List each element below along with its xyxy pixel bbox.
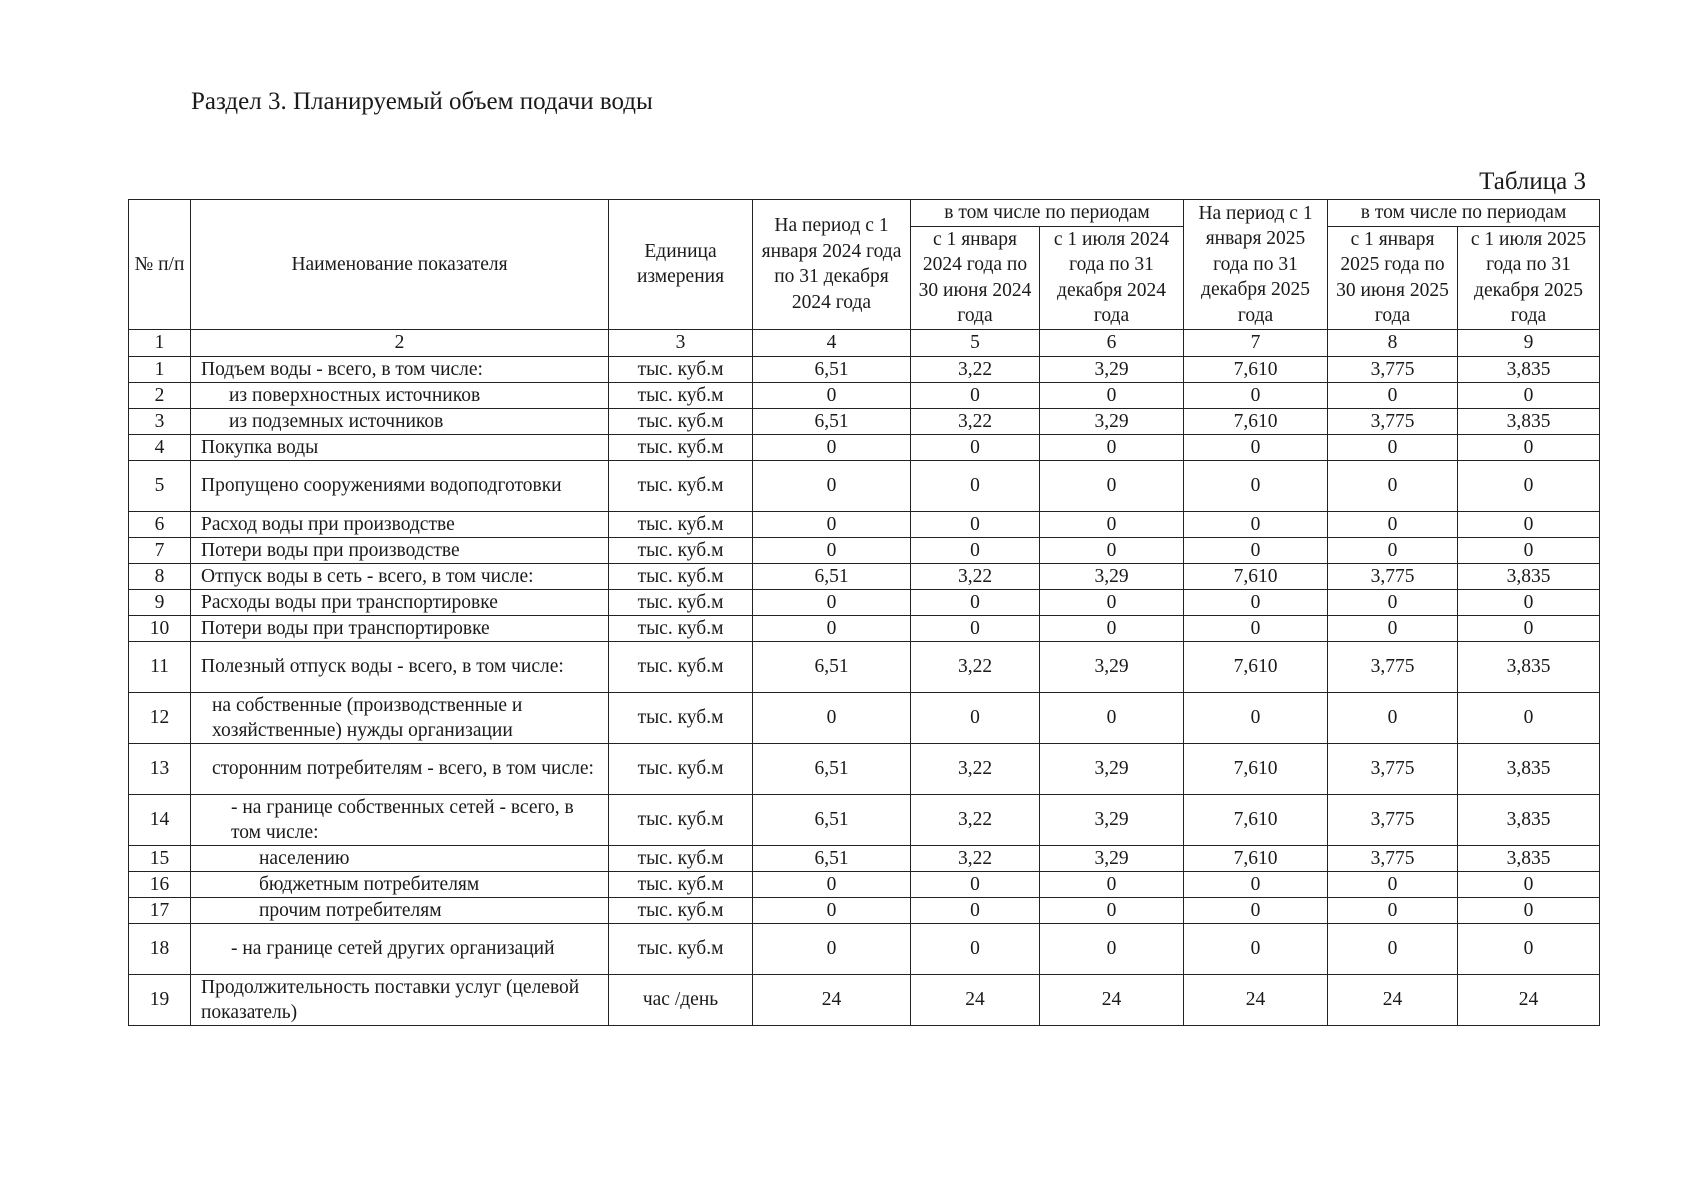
value-cell: 7,610 <box>1184 845 1328 871</box>
table-row <box>129 794 1600 845</box>
value-cell: 3,835 <box>1458 563 1600 589</box>
value-cell: 6,51 <box>753 408 911 434</box>
value-cell: 3,29 <box>1040 845 1184 871</box>
column-number: 9 <box>1458 329 1600 356</box>
value-cell: 0 <box>1040 511 1184 537</box>
row-number: 19 <box>129 974 191 1025</box>
value-cell: 0 <box>753 460 911 511</box>
table-row <box>129 563 1600 589</box>
table-label: Таблица 3 <box>1479 168 1586 195</box>
value-cell: 0 <box>1040 615 1184 641</box>
value-cell: 3,835 <box>1458 641 1600 692</box>
value-cell: 0 <box>911 871 1040 897</box>
value-cell: 3,22 <box>911 563 1040 589</box>
water-supply-table <box>128 199 1600 1026</box>
value-cell: 0 <box>911 615 1040 641</box>
value-cell: 0 <box>1184 871 1328 897</box>
row-number: 11 <box>129 641 191 692</box>
value-cell: 0 <box>1458 460 1600 511</box>
value-cell: 24 <box>1458 974 1600 1025</box>
table-body <box>129 329 1600 1025</box>
value-cell: 0 <box>1184 923 1328 974</box>
value-cell: 0 <box>1184 434 1328 460</box>
row-number: 10 <box>129 615 191 641</box>
value-cell: 3,29 <box>1040 743 1184 794</box>
unit-cell: тыс. куб.м <box>609 460 753 511</box>
column-number: 2 <box>191 329 609 356</box>
indicator-name: Потери воды при производстве <box>191 537 609 563</box>
value-cell: 0 <box>753 923 911 974</box>
column-number: 4 <box>753 329 911 356</box>
unit-cell: тыс. куб.м <box>609 408 753 434</box>
value-cell: 3,835 <box>1458 845 1600 871</box>
indicator-name: Расход воды при производстве <box>191 511 609 537</box>
value-cell: 3,29 <box>1040 356 1184 382</box>
value-cell: 0 <box>1458 871 1600 897</box>
table-row <box>129 434 1600 460</box>
value-cell: 0 <box>1040 897 1184 923</box>
row-number: 16 <box>129 871 191 897</box>
value-cell: 6,51 <box>753 563 911 589</box>
unit-cell: тыс. куб.м <box>609 794 753 845</box>
indicator-name: сторонним потребителям - всего, в том числе: <box>191 743 609 794</box>
indicator-name: Расходы воды при транспортировке <box>191 589 609 615</box>
table-row <box>129 356 1600 382</box>
unit-cell: тыс. куб.м <box>609 923 753 974</box>
table-row <box>129 923 1600 974</box>
value-cell: 0 <box>1328 382 1458 408</box>
unit-cell: тыс. куб.м <box>609 537 753 563</box>
value-cell: 3,22 <box>911 356 1040 382</box>
value-cell: 0 <box>753 589 911 615</box>
value-cell: 6,51 <box>753 845 911 871</box>
value-cell: 24 <box>1184 974 1328 1025</box>
value-cell: 0 <box>1458 897 1600 923</box>
row-number: 3 <box>129 408 191 434</box>
value-cell: 0 <box>911 511 1040 537</box>
value-cell: 0 <box>1184 897 1328 923</box>
column-number: 3 <box>609 329 753 356</box>
unit-cell: тыс. куб.м <box>609 382 753 408</box>
column-number: 6 <box>1040 329 1184 356</box>
value-cell: 0 <box>1184 537 1328 563</box>
row-number: 15 <box>129 845 191 871</box>
value-cell: 0 <box>1184 692 1328 743</box>
unit-cell: тыс. куб.м <box>609 692 753 743</box>
value-cell: 3,775 <box>1328 641 1458 692</box>
header-h1-2024: с 1 января 2024 года по 30 июня 2024 года <box>911 226 1040 329</box>
header-incl-periods-2024: в том числе по периодам <box>911 200 1184 227</box>
value-cell: 0 <box>1458 615 1600 641</box>
value-cell: 0 <box>1184 511 1328 537</box>
unit-cell: тыс. куб.м <box>609 615 753 641</box>
value-cell: 3,835 <box>1458 408 1600 434</box>
row-number: 2 <box>129 382 191 408</box>
indicator-name: Пропущено сооружениями водоподготовки <box>191 460 609 511</box>
header-h2-2024: с 1 июля 2024 года по 31 декабря 2024 года <box>1040 226 1184 329</box>
indicator-name: из поверхностных источников <box>191 382 609 408</box>
value-cell: 0 <box>1458 511 1600 537</box>
value-cell: 0 <box>1040 923 1184 974</box>
value-cell: 0 <box>911 434 1040 460</box>
value-cell: 0 <box>1328 511 1458 537</box>
value-cell: 3,22 <box>911 743 1040 794</box>
indicator-name: - на границе собственных сетей - всего, в том числе: <box>191 794 609 845</box>
value-cell: 3,835 <box>1458 794 1600 845</box>
value-cell: 0 <box>753 511 911 537</box>
value-cell: 24 <box>911 974 1040 1025</box>
value-cell: 0 <box>1328 615 1458 641</box>
unit-cell: тыс. куб.м <box>609 511 753 537</box>
unit-cell: тыс. куб.м <box>609 589 753 615</box>
value-cell: 3,775 <box>1328 563 1458 589</box>
unit-cell: тыс. куб.м <box>609 434 753 460</box>
value-cell: 24 <box>1040 974 1184 1025</box>
column-number: 7 <box>1184 329 1328 356</box>
unit-cell: тыс. куб.м <box>609 641 753 692</box>
table-row <box>129 460 1600 511</box>
value-cell: 0 <box>753 382 911 408</box>
indicator-name: бюджетным потребителям <box>191 871 609 897</box>
value-cell: 3,835 <box>1458 356 1600 382</box>
header-unit: Единица измерения <box>609 200 753 330</box>
column-number: 5 <box>911 329 1040 356</box>
unit-cell: тыс. куб.м <box>609 563 753 589</box>
value-cell: 0 <box>1040 460 1184 511</box>
value-cell: 0 <box>1040 434 1184 460</box>
table-row <box>129 974 1600 1025</box>
indicator-name: на собственные (производственные и хозяйственные) нужды организации <box>191 692 609 743</box>
header-h1-2025: с 1 января 2025 года по 30 июня 2025 года <box>1328 226 1458 329</box>
value-cell: 0 <box>753 434 911 460</box>
value-cell: 7,610 <box>1184 743 1328 794</box>
column-number: 8 <box>1328 329 1458 356</box>
value-cell: 0 <box>911 460 1040 511</box>
table-row <box>129 692 1600 743</box>
header-incl-periods-2025: в том числе по периодам <box>1328 200 1600 227</box>
row-number: 4 <box>129 434 191 460</box>
header-period-2025: На период с 1 января 2025 года по 31 декабря 2025 года <box>1184 200 1328 330</box>
indicator-name: из подземных источников <box>191 408 609 434</box>
row-number: 14 <box>129 794 191 845</box>
indicator-name: прочим потребителям <box>191 897 609 923</box>
value-cell: 3,22 <box>911 845 1040 871</box>
value-cell: 0 <box>1328 692 1458 743</box>
value-cell: 0 <box>1458 434 1600 460</box>
value-cell: 0 <box>1040 871 1184 897</box>
header-num: № п/п <box>129 200 191 330</box>
row-number: 17 <box>129 897 191 923</box>
value-cell: 7,610 <box>1184 408 1328 434</box>
value-cell: 0 <box>1040 382 1184 408</box>
unit-cell: тыс. куб.м <box>609 743 753 794</box>
table-row <box>129 845 1600 871</box>
value-cell: 0 <box>1458 382 1600 408</box>
value-cell: 3,29 <box>1040 641 1184 692</box>
value-cell: 0 <box>911 692 1040 743</box>
value-cell: 0 <box>1040 589 1184 615</box>
row-number: 8 <box>129 563 191 589</box>
table-row <box>129 897 1600 923</box>
value-cell: 0 <box>1458 692 1600 743</box>
value-cell: 0 <box>911 923 1040 974</box>
table-row <box>129 537 1600 563</box>
value-cell: 0 <box>1328 897 1458 923</box>
unit-cell: тыс. куб.м <box>609 871 753 897</box>
section-title: Раздел 3. Планируемый объем подачи воды <box>191 88 653 115</box>
indicator-name: - на границе сетей других организаций <box>191 923 609 974</box>
row-number: 6 <box>129 511 191 537</box>
table-row <box>129 408 1600 434</box>
value-cell: 0 <box>1328 460 1458 511</box>
value-cell: 3,775 <box>1328 408 1458 434</box>
value-cell: 3,775 <box>1328 794 1458 845</box>
value-cell: 0 <box>753 537 911 563</box>
value-cell: 6,51 <box>753 641 911 692</box>
column-number: 1 <box>129 329 191 356</box>
value-cell: 3,775 <box>1328 845 1458 871</box>
value-cell: 0 <box>1040 537 1184 563</box>
value-cell: 3,22 <box>911 641 1040 692</box>
table-row <box>129 743 1600 794</box>
value-cell: 0 <box>1458 537 1600 563</box>
table-row <box>129 871 1600 897</box>
value-cell: 3,22 <box>911 794 1040 845</box>
value-cell: 3,22 <box>911 408 1040 434</box>
value-cell: 0 <box>753 615 911 641</box>
unit-cell: час /день <box>609 974 753 1025</box>
row-number: 7 <box>129 537 191 563</box>
value-cell: 0 <box>911 589 1040 615</box>
value-cell: 3,835 <box>1458 743 1600 794</box>
indicator-name: Потери воды при транспортировке <box>191 615 609 641</box>
value-cell: 0 <box>1184 382 1328 408</box>
value-cell: 0 <box>1184 615 1328 641</box>
value-cell: 0 <box>1040 692 1184 743</box>
column-number-row <box>129 329 1600 356</box>
value-cell: 7,610 <box>1184 641 1328 692</box>
value-cell: 0 <box>1184 460 1328 511</box>
value-cell: 0 <box>753 897 911 923</box>
value-cell: 7,610 <box>1184 794 1328 845</box>
value-cell: 0 <box>1184 589 1328 615</box>
value-cell: 0 <box>1458 589 1600 615</box>
value-cell: 7,610 <box>1184 356 1328 382</box>
value-cell: 0 <box>911 897 1040 923</box>
value-cell: 0 <box>1328 871 1458 897</box>
value-cell: 7,610 <box>1184 563 1328 589</box>
value-cell: 3,29 <box>1040 563 1184 589</box>
value-cell: 3,29 <box>1040 408 1184 434</box>
row-number: 13 <box>129 743 191 794</box>
header-name: Наименование показателя <box>191 200 609 330</box>
value-cell: 0 <box>1328 537 1458 563</box>
value-cell: 0 <box>753 692 911 743</box>
table-row <box>129 511 1600 537</box>
table-row <box>129 615 1600 641</box>
row-number: 12 <box>129 692 191 743</box>
indicator-name: Подъем воды - всего, в том числе: <box>191 356 609 382</box>
table-row <box>129 589 1600 615</box>
value-cell: 0 <box>1328 434 1458 460</box>
value-cell: 0 <box>1328 589 1458 615</box>
indicator-name: населению <box>191 845 609 871</box>
indicator-name: Покупка воды <box>191 434 609 460</box>
value-cell: 0 <box>1328 923 1458 974</box>
row-number: 5 <box>129 460 191 511</box>
value-cell: 6,51 <box>753 794 911 845</box>
indicator-name: Отпуск воды в сеть - всего, в том числе: <box>191 563 609 589</box>
value-cell: 24 <box>1328 974 1458 1025</box>
row-number: 9 <box>129 589 191 615</box>
value-cell: 6,51 <box>753 356 911 382</box>
table-row <box>129 641 1600 692</box>
value-cell: 0 <box>911 537 1040 563</box>
unit-cell: тыс. куб.м <box>609 356 753 382</box>
value-cell: 3,29 <box>1040 794 1184 845</box>
header-h2-2025: с 1 июля 2025 года по 31 декабря 2025 года <box>1458 226 1600 329</box>
indicator-name: Полезный отпуск воды - всего, в том числе: <box>191 641 609 692</box>
value-cell: 0 <box>753 871 911 897</box>
indicator-name: Продолжительность поставки услуг (целевой показатель) <box>191 974 609 1025</box>
header-period-2024: На период с 1 января 2024 года по 31 декабря 2024 года <box>753 200 911 330</box>
table-row <box>129 382 1600 408</box>
value-cell: 3,775 <box>1328 356 1458 382</box>
value-cell: 0 <box>911 382 1040 408</box>
unit-cell: тыс. куб.м <box>609 845 753 871</box>
value-cell: 24 <box>753 974 911 1025</box>
value-cell: 0 <box>1458 923 1600 974</box>
value-cell: 3,775 <box>1328 743 1458 794</box>
unit-cell: тыс. куб.м <box>609 897 753 923</box>
row-number: 1 <box>129 356 191 382</box>
value-cell: 6,51 <box>753 743 911 794</box>
row-number: 18 <box>129 923 191 974</box>
